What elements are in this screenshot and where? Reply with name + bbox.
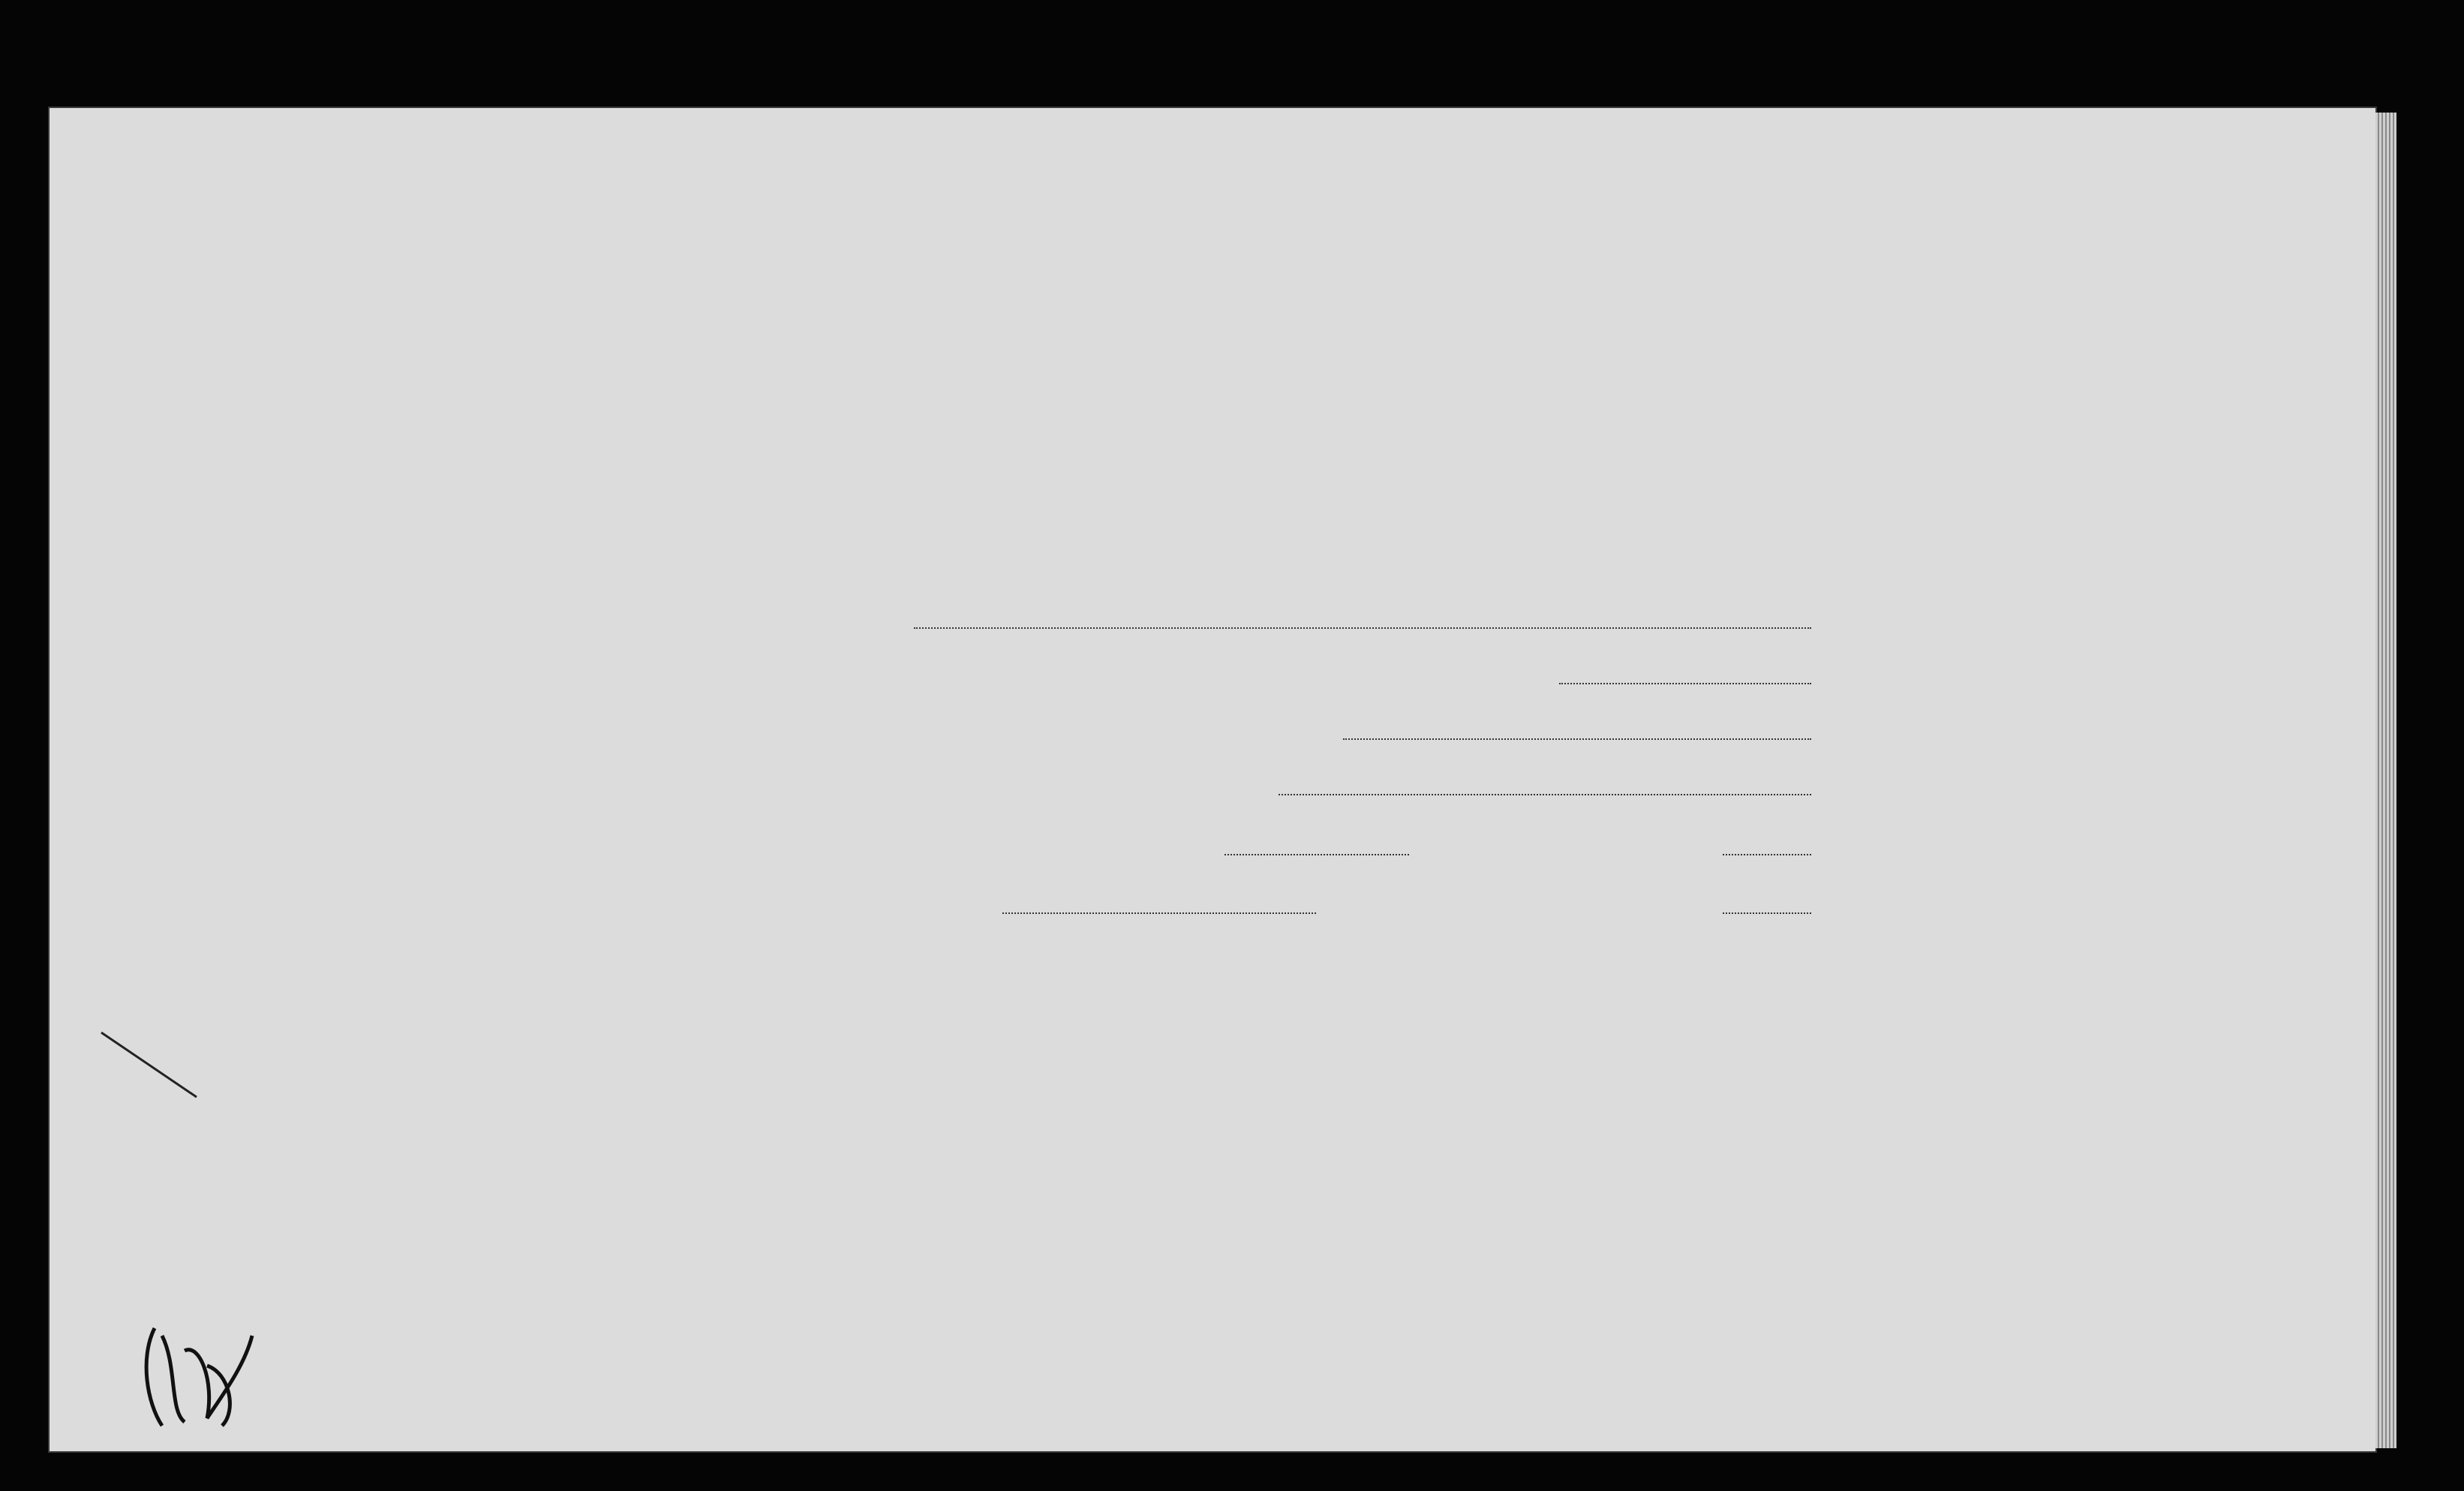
desyatin-col [491,800,588,830]
q1-answer-line[interactable] [914,627,1811,629]
korney-col [591,800,687,830]
trade-qty-col [588,518,687,563]
q2-answer-line[interactable] [1559,683,1811,684]
q6a-answer-line[interactable] [1002,912,1316,914]
has-label [338,795,488,855]
fallow-group [2143,411,2293,434]
row-label-on-lands [51,323,265,458]
signature-scribble [132,1321,267,1433]
diagonal-mark [98,1028,203,1103]
q3-answer-line[interactable] [1343,738,1811,740]
workers-label [264,474,332,969]
row-label-leased [51,197,265,257]
sown-banner [274,411,2060,435]
q5b-answer-line[interactable] [1723,854,1811,855]
population-label [1846,477,1906,965]
trade-title [338,473,687,515]
q6b-answer-line[interactable] [1723,912,1811,914]
perennial-group [1670,387,1940,413]
q4-answer-line[interactable] [1279,794,1811,795]
trade-name-col [338,518,585,563]
row-label-total [51,135,265,195]
row-label-own [51,258,265,318]
q5a-answer-line[interactable] [1224,854,1409,855]
winter-wheat-group [338,390,491,411]
